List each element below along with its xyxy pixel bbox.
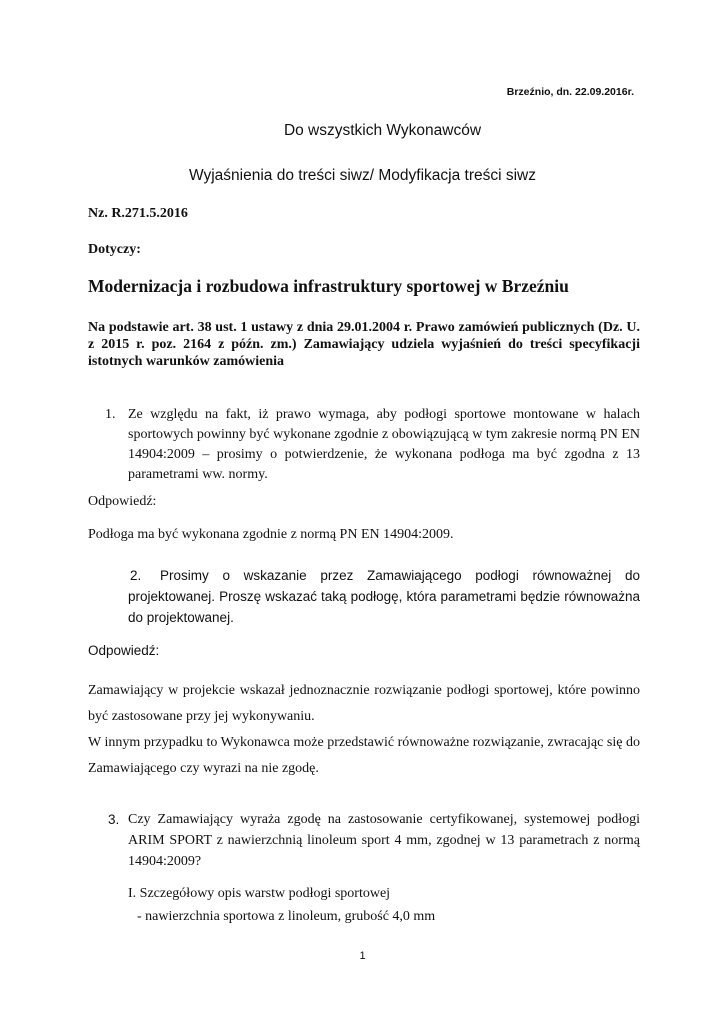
question-3-text: Czy Zamawiający wyraża zgodę na zastosowanie certyfikowanej, systemowej podłogi ARIM SPORT z nawierzchnią linoleum sport 4 mm, zgodnej w 13 parametrach z normą 14904:2009? <box>128 812 640 869</box>
answer-2-label: Odpowiedź: <box>88 643 160 658</box>
answer-2-paragraph-2: W innym przypadku to Wykonawca może przedstawić równoważne rozwiązanie, zwracając się do Zamawiającego czy wyrazi na nie zgodę. <box>88 735 640 776</box>
legal-basis: Na podstawie art. 38 ust. 1 ustawy z dnia 29.01.2004 r. Prawo zamówień publicznych (Dz. U. z 2015 r. poz. 2164 z późn. zm.) Zamawiający udziela wyjaśnień do treści specyfikacji istotnych warunków zamówienia <box>88 320 640 369</box>
subject-heading: Wyjaśnienia do treści siwz/ Modyfikacja treści siwz <box>189 167 536 184</box>
answer-1-text: Podłoga ma być wykonana zgodnie z normą PN EN 14904:2009. <box>88 527 454 542</box>
section-heading: I. Szczegółowy opis warstw podłogi sportowej <box>128 886 391 901</box>
recipients-heading: Do wszystkich Wykonawców <box>283 122 482 139</box>
question-3-number: 3. <box>108 812 120 827</box>
question-2-text: Prosimy o wskazanie przez Zamawiającego podłogi równoważnej do projektowanej. Proszę wskazać taką podłogę, która parametrami będzie równoważna do projektowanej. <box>128 568 640 625</box>
reference-number: Nz. R.271.5.2016 <box>88 206 188 221</box>
document-date: Brzeźnio, dn. 22.09.2016r. <box>506 86 634 98</box>
answer-2-paragraph-1: Zamawiający w projekcie wskazał jednoznacznie rozwiązanie podłogi sportowej, które powinno być zastosowane przy jej wykonywaniu. <box>88 683 640 724</box>
section-item: - nawierzchnia sportowa z linoleum, grubość 4,0 mm <box>137 909 436 924</box>
question-1 <box>105 405 640 485</box>
concerns-label: Dotyczy: <box>88 242 141 257</box>
project-title: Modernizacja i rozbudowa infrastruktury sportowej w Brzeźniu <box>88 276 569 296</box>
answer-1-label: Odpowiedź: <box>88 494 157 509</box>
question-1-text: Ze względu na fakt, iż prawo wymaga, aby podłogi sportowe montowane w halach sportowych powinny być wykonane zgodnie z obowiązującą w tym zakresie normą PN EN 14904:2009 – prosimy o potwierdzenie, że wykonana podłoga ma być zgodna z 13 parametrami ww. normy. <box>128 407 640 482</box>
question-3 <box>108 809 640 872</box>
page-number: 1 <box>359 950 366 962</box>
question-1-number: 1. <box>105 407 116 422</box>
question-2-number: 2. <box>130 568 142 583</box>
question-2 <box>128 565 640 628</box>
